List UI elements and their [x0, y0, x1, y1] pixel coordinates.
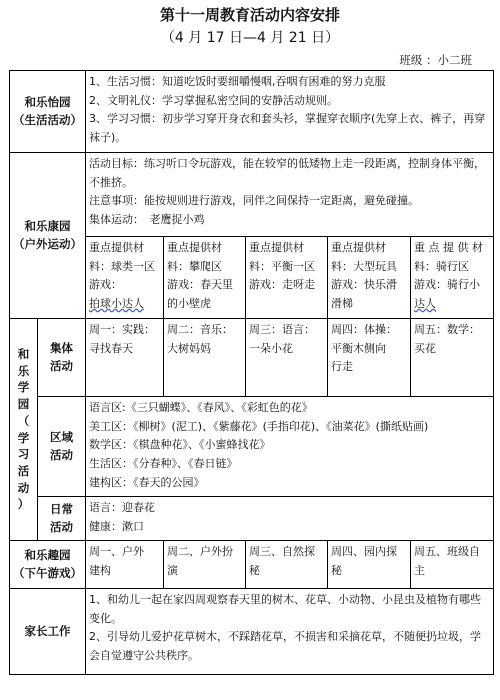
area-item: 语言区:《三只蝴蝶》、《春风》、《彩虹色的花》: [89, 401, 313, 414]
life-label: 和乐怡园 （生活活动）: [10, 71, 86, 153]
collective-day: 周四：体操： 平衡木侧向 行走: [328, 319, 411, 397]
station-cell: 重点提供材 料：平衡一区 游戏：走呀走: [246, 237, 328, 319]
life-row: [10, 71, 494, 153]
area-content: [86, 397, 494, 497]
area-item: 数学区：《棋盘种花》、《小蜜蜂找花》: [89, 438, 271, 452]
schedule-table: [9, 70, 494, 675]
area-label: 区域 活动: [38, 397, 86, 497]
afternoon-day: 周一、户外 建构: [86, 541, 164, 589]
daily-row: [10, 497, 494, 541]
outdoor-content: [86, 153, 494, 237]
outdoor-notes: 注意事项：能按规则进行游戏，同伴之间保持一定距离，避免碰撞。: [89, 194, 419, 208]
area-item: 生活区：《分春种》、《春日链》: [89, 457, 238, 471]
outdoor-group: 集体运动： 老鹰捉小鸡: [89, 213, 205, 227]
collective-row: [10, 319, 494, 397]
afternoon-day: 周二、户外扮 演: [164, 541, 246, 589]
afternoon-day: 周四、园内探 秘: [328, 541, 411, 589]
collective-day: 周一：实践： 寻找春天: [86, 319, 164, 397]
outdoor-label: 和乐康园 （户外运动）: [10, 153, 86, 319]
parent-row: [10, 589, 494, 675]
life-item: 1、生活习惯：知道吃饭时要细嚼慢咽,吞咽有困难的努力克服: [89, 75, 386, 88]
life-item: 2、文明礼仪：学习掌握私密空间的安静活动规则。: [89, 93, 338, 107]
page-title: 第十一周教育活动内容安排: [159, 6, 340, 24]
outdoor-row: [10, 153, 494, 237]
afternoon-row: [10, 541, 494, 589]
outdoor-goal: 活动目标：练习听口令玩游戏，能在较窄的低矮物上走一段距离，控制身体平衡，不推挤。: [89, 157, 485, 189]
afternoon-day: 周三、自然探 秘: [246, 541, 328, 589]
parent-item: 2、引导幼儿爱护花草树木，不踩踏花草，不损害和采摘花草，不随便扔垃圾，学会自觉遵守公共秩序。: [89, 630, 481, 663]
collective-day: 周三：语言： 一朵小花: [246, 319, 328, 397]
life-item: 3、学习习惯：初步学习穿开身衣和套头衫，掌握穿衣顺序(先穿上衣、裤子，再穿袜子)。: [89, 112, 486, 145]
class-label: 班级 ：小二班: [399, 53, 472, 67]
afternoon-label: 和乐趣园 （下午游戏）: [10, 541, 86, 589]
parent-content: [86, 589, 494, 675]
daily-item: 语言：迎春花: [89, 501, 155, 514]
collective-label: 集体 活动: [38, 319, 86, 397]
parent-item: 1、和幼儿一起在家四周观察春天里的树木、花草、小动物、小昆虫及植物有哪些变化。: [89, 593, 481, 625]
collective-day: 周二：音乐： 大树妈妈: [164, 319, 246, 397]
station-cell: 重 点 提 供 材 料：骑行区 游戏：骑行小 达人: [411, 237, 494, 319]
station-cell: 重点提供材 料：大型玩具 游戏：快乐滑 滑梯: [328, 237, 411, 319]
date-range: （4 月 17 日—4 月 21 日）: [160, 30, 340, 46]
station-cell: 重点提供材 料：球类一区 游戏： 拍球小达人: [86, 237, 164, 319]
area-item: 建构区：《春天的公园》: [89, 475, 205, 489]
life-content: [86, 71, 494, 153]
area-row: [10, 397, 494, 497]
daily-content: [86, 497, 494, 541]
area-item: 美工区：《柳树》(泥工)、《紫藤花》(手指印花)、《油菜花》(撕纸贴画): [89, 419, 429, 433]
parent-label: 家长工作: [10, 589, 86, 675]
daily-label: 日常 活动: [38, 497, 86, 541]
daily-item: 健康：漱口: [89, 519, 144, 533]
station-cell: 重点提供材 料：攀爬区 游戏：春天里 的小壁虎: [164, 237, 246, 319]
study-label: 和 乐 学 园 （ 学 习 活 动 ）: [10, 319, 38, 541]
collective-day: 周五：数学： 买花: [411, 319, 494, 397]
afternoon-day: 周五、班级自 主: [411, 541, 494, 589]
